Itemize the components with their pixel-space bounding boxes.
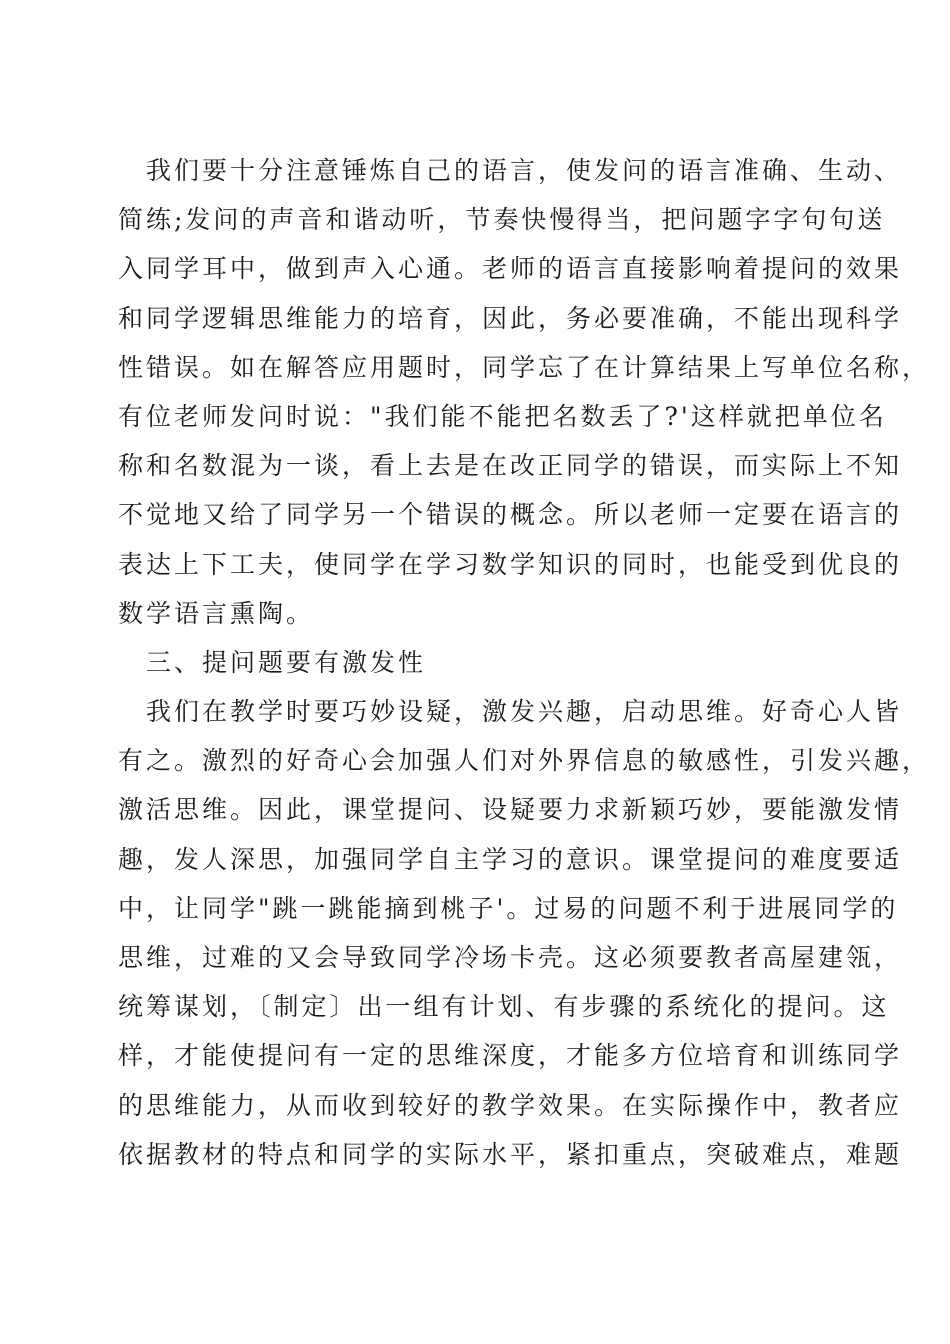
- body-text: [118, 146, 931, 1179]
- paragraph-line: 有位老师发问时说："我们能不能把名数丢了?'这样就把单位名: [118, 401, 887, 431]
- paragraph-line: 的思维能力，从而收到较好的教学效果。在实际操作中，教者应: [118, 1090, 903, 1120]
- paragraph-line: 激活思维。因此，课堂提问、设疑要力求新颖巧妙，要能激发情: [118, 795, 903, 825]
- paragraph-line: 统筹谋划，〔制定〕出一组有计划、有步骤的系统化的提问。这: [118, 992, 890, 1022]
- paragraph-line: 我们要十分注意锤炼自己的语言，使发问的语言准确、生动、: [146, 156, 903, 185]
- paragraph-line: 中，让同学"跳一跳能摘到桃子'。过易的问题不利于进展同学的: [118, 893, 899, 923]
- paragraph-line: 称和名数混为一谈，看上去是在改正同学的错误，而实际上不知: [118, 451, 903, 481]
- paragraph-line: 依据教材的特点和同学的实际水平，紧扣重点，突破难点，难题: [118, 1139, 903, 1169]
- section-heading: 三、提问题要有激发性: [146, 647, 427, 677]
- paragraph-line: 不觉地又给了同学另一个错误的概念。所以老师一定要在语言的: [118, 500, 903, 530]
- paragraph-line: 表达上下工夫，使同学在学习数学知识的同时，也能受到优良的: [118, 549, 903, 579]
- paragraph-line: 和同学逻辑思维能力的培育，因此，务必要准确，不能出现科学: [118, 303, 903, 333]
- paragraph-line: 入同学耳中，做到声入心通。老师的语言直接影响着提问的效果: [118, 254, 903, 284]
- paragraph-line: 有之。激烈的好奇心会加强人们对外界信息的敏感性，引发兴趣，: [118, 746, 931, 776]
- paragraph-line: 思维，过难的又会导致同学冷场卡壳。这必须要教者高屋建瓴，: [118, 943, 903, 972]
- paragraph-line: 简练;发问的声音和谐动听，节奏快慢得当，把问题字字句句送: [118, 205, 886, 235]
- paragraph-line: 趣，发人深思，加强同学自主学习的意识。课堂提问的难度要适: [118, 844, 903, 874]
- paragraph-line: 样，才能使提问有一定的思维深度，才能多方位培育和训练同学: [118, 1041, 903, 1071]
- paragraph-line: 我们在教学时要巧妙设疑，激发兴趣，启动思维。好奇心人皆: [146, 697, 903, 727]
- paragraph-line: 数学语言熏陶。: [118, 598, 315, 628]
- paragraph-line: 性错误。如在解答应用题时，同学忘了在计算结果上写单位名称，: [118, 352, 931, 382]
